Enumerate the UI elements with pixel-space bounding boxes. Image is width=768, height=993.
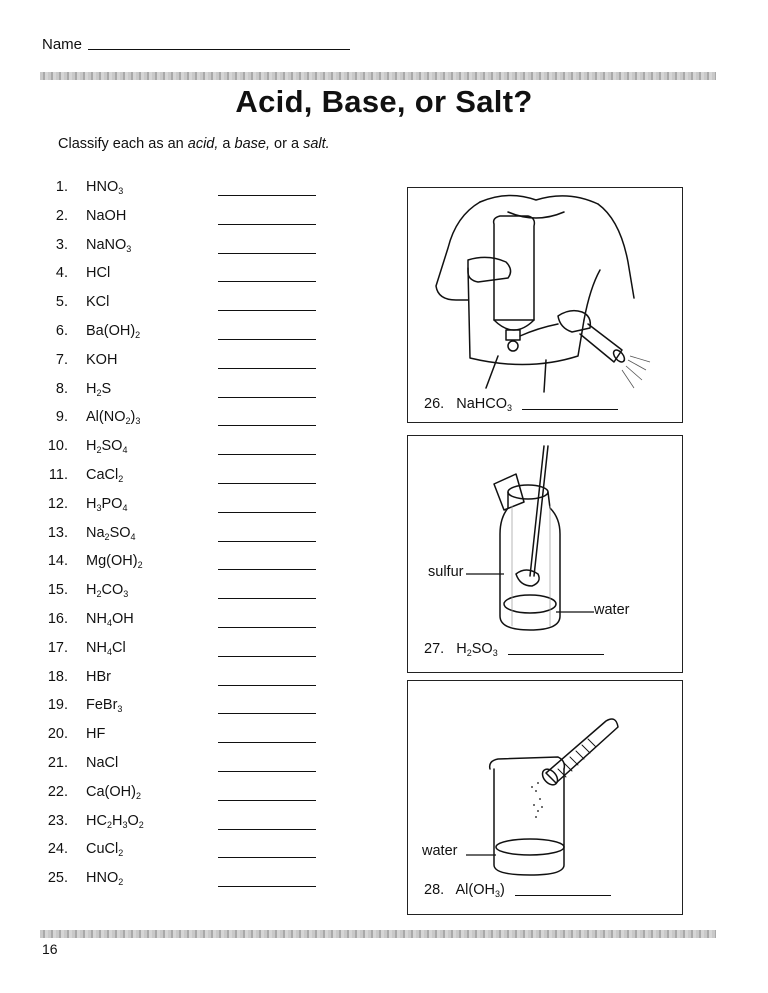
question-item [40, 208, 330, 236]
question-number: 2. [55, 207, 68, 224]
answer-blank[interactable] [218, 454, 316, 455]
answer-blank[interactable] [218, 713, 316, 714]
question-item [40, 467, 330, 495]
instructions-base: base, [234, 136, 271, 152]
instructions-sep2: or a [270, 136, 304, 152]
instructions-prefix: Classify each as an [58, 136, 188, 152]
chemical-formula: $HC_2H_3O_2$ [86, 812, 144, 830]
chemical-formula: HCl [86, 265, 111, 282]
question-item [40, 438, 330, 466]
chemical-formula: $H_2S$ [86, 380, 112, 398]
chemical-formula: NaCl [86, 755, 119, 771]
question-item [40, 697, 330, 725]
question-item [40, 669, 330, 697]
extinguisher-illustration [408, 188, 682, 422]
bottom-divider [40, 930, 716, 938]
question-number: 6. [55, 323, 68, 339]
answer-blank[interactable] [218, 483, 316, 484]
question-number: 15. [47, 582, 68, 599]
question-27 [424, 641, 604, 657]
question-item [40, 611, 330, 639]
answer-blank[interactable] [218, 569, 316, 570]
question-27-formula: $H_2SO_3$ [456, 641, 498, 658]
question-26-number: 26. [424, 396, 445, 412]
question-item [40, 813, 330, 841]
answer-blank[interactable] [218, 512, 316, 513]
question-item [40, 237, 330, 265]
question-item [40, 841, 330, 869]
chemical-formula: $Al(NO_2)_3$ [86, 409, 141, 427]
panel-fire-extinguisher [407, 187, 683, 423]
chemical-formula: KCl [86, 294, 110, 311]
instructions-sep1: a [218, 136, 235, 152]
answer-blank[interactable] [218, 685, 316, 686]
page-title: Acid, Base, or Salt? [235, 84, 533, 119]
panel-sulfur-jar [407, 435, 683, 673]
question-number: 20. [47, 726, 68, 743]
question-number: 11. [48, 467, 68, 483]
chemical-formula: $Ba(OH)_2$ [86, 323, 141, 340]
question-number: 8. [55, 380, 68, 397]
beaker-illustration [408, 681, 682, 914]
chemical-formula: CaCl$_2$ [86, 467, 124, 484]
answer-blank[interactable] [218, 541, 316, 542]
question-number: 13. [47, 524, 68, 541]
question-26 [424, 396, 618, 412]
question-number: 9. [55, 409, 68, 426]
question-item [40, 870, 330, 898]
chemical-formula: $H_2SO_4$ [86, 438, 128, 456]
answer-blank[interactable] [218, 339, 316, 340]
question-item [40, 755, 330, 783]
question-number: 23. [47, 812, 68, 829]
top-divider [40, 72, 716, 80]
question-item [40, 582, 330, 610]
answer-blank[interactable] [218, 397, 316, 398]
answer-blank-26[interactable] [522, 409, 618, 410]
answer-blank-27[interactable] [508, 654, 604, 655]
question-number: 16. [47, 611, 68, 627]
question-item [40, 496, 330, 524]
panel-beaker [407, 680, 683, 915]
question-item [40, 553, 330, 581]
question-number: 19. [47, 697, 68, 714]
question-number: 12. [47, 495, 68, 512]
jar-illustration [408, 436, 682, 672]
chemical-formula: FeBr$_3$ [86, 697, 123, 715]
answer-blank[interactable] [218, 771, 316, 772]
answer-blank-28[interactable] [515, 895, 611, 896]
answer-blank[interactable] [218, 425, 316, 426]
question-number: 24. [47, 841, 68, 858]
question-item [40, 726, 330, 754]
answer-blank[interactable] [218, 829, 316, 830]
question-item [40, 409, 330, 437]
question-item [40, 294, 330, 322]
question-item [40, 265, 330, 293]
chemical-formula: $Ca(OH)_2$ [86, 783, 141, 801]
page-number: 16 [42, 941, 58, 957]
answer-blank[interactable] [218, 281, 316, 282]
question-27-number: 27. [424, 641, 445, 657]
question-item [40, 179, 330, 207]
chemical-formula: $H_2CO_3$ [86, 582, 129, 600]
chemical-formula: $NH_4Cl$ [86, 639, 126, 657]
question-number: 18. [47, 668, 68, 685]
chemical-formula: CuCl$_2$ [86, 841, 124, 859]
chemical-formula: NaOH [86, 207, 127, 224]
question-item [40, 381, 330, 409]
answer-blank[interactable] [218, 310, 316, 311]
answer-blank[interactable] [218, 742, 316, 743]
answer-blank[interactable] [218, 598, 316, 599]
question-number: 5. [55, 294, 68, 311]
question-number: 25. [47, 870, 68, 887]
question-number: 3. [55, 236, 68, 253]
question-number: 4. [55, 265, 68, 282]
question-item [40, 323, 330, 351]
chemical-formula: $Na_2SO_4$ [86, 524, 136, 542]
chemical-formula: $HNO_2$ [86, 870, 124, 888]
instructions-acid: acid, [187, 136, 219, 152]
question-item [40, 352, 330, 380]
question-28-formula: $Al(OH_3)$ [455, 882, 505, 899]
answer-blank[interactable] [218, 195, 316, 196]
question-number: 10. [47, 438, 68, 455]
question-28 [424, 882, 611, 898]
answer-blank[interactable] [218, 857, 316, 858]
answer-blank[interactable] [218, 368, 316, 369]
answer-blank[interactable] [218, 656, 316, 657]
chemical-formula: HBr [86, 668, 111, 685]
chemical-formula: $HNO_3$ [86, 179, 124, 196]
question-item [40, 784, 330, 812]
question-number: 1. [55, 179, 68, 195]
chemical-formula: HF [86, 726, 106, 743]
answer-blank[interactable] [218, 800, 316, 801]
question-number: 17. [47, 639, 68, 656]
water-label-jar: water [594, 602, 630, 618]
question-number: 7. [55, 351, 68, 368]
instructions-salt: salt. [303, 136, 330, 152]
question-number: 21. [47, 755, 68, 771]
answer-blank[interactable] [218, 886, 316, 887]
chemical-formula: NaNO$_3$ [86, 236, 132, 254]
answer-blank[interactable] [218, 224, 316, 225]
sulfur-label: sulfur [428, 564, 464, 580]
question-28-number: 28. [424, 882, 445, 898]
chemical-formula: $H_3PO_4$ [86, 495, 128, 513]
answer-blank[interactable] [218, 627, 316, 628]
question-number: 14. [47, 553, 68, 570]
chemical-formula: KOH [86, 351, 118, 368]
name-field[interactable] [88, 49, 350, 50]
chemical-formula: $NH_4OH$ [86, 611, 134, 628]
answer-blank[interactable] [218, 253, 316, 254]
instructions [58, 136, 330, 152]
question-item [40, 525, 330, 553]
question-26-formula: NaHCO$_3$ [456, 396, 513, 413]
question-item [40, 640, 330, 668]
question-number: 22. [47, 783, 68, 800]
chemical-formula: $Mg(OH)_2$ [86, 553, 143, 571]
name-label: Name [42, 36, 83, 53]
water-label-beaker: water [422, 843, 458, 859]
